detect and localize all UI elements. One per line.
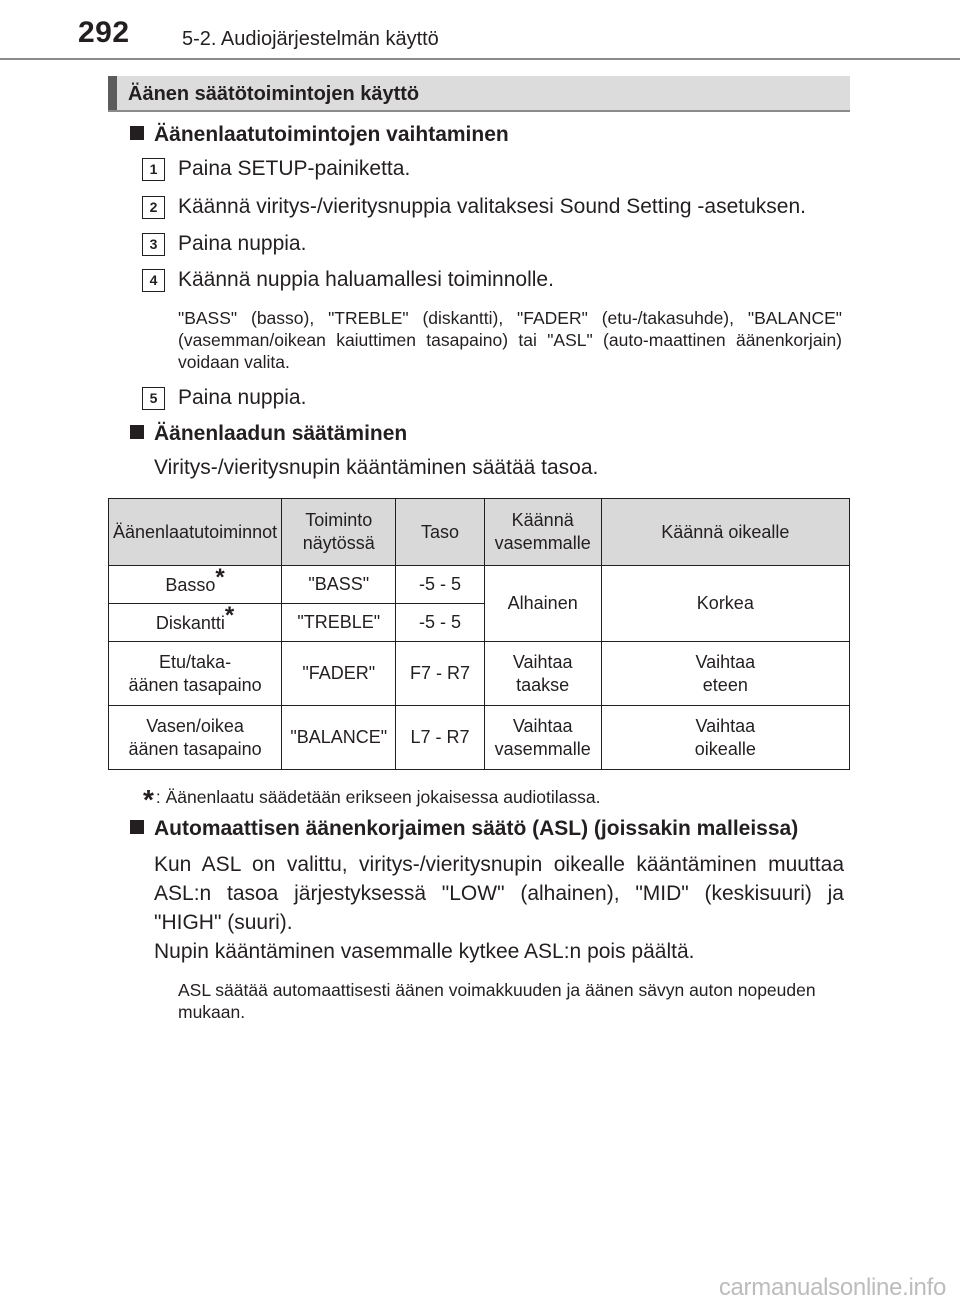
subheading-adjusting [130,422,407,446]
cell-line: Vaihtaa [512,715,573,736]
asterisk-mark: * [215,564,225,591]
cell-line: Vaihtaa [695,651,756,672]
table-cell [109,604,282,642]
column-header: Käännä oikealle [601,499,849,566]
step-text: Paina nuppia. [178,386,307,409]
table-cell [484,706,601,770]
step-number-badge: 3 [142,233,165,256]
subheading-adjusting-text: Äänenlaadun säätäminen [154,422,408,445]
subheading-asl-text: Automaattisen äänenkorjaimen säätö (ASL) (joissakin malleissa) [154,817,799,840]
cell-line: Vaihtaa [695,715,756,736]
sound-settings-table [108,498,850,770]
footnote-text: : Äänenlaatu säädetään erikseen jokaisessa audiotilassa. [155,787,601,807]
table-cell [109,566,282,604]
cell-line: oikealle [694,738,756,759]
asl-paragraph-1: Kun ASL on valittu, viritys-/vieritysnupin oikealle kääntäminen muuttaa ASL:n tasoa järjestyksessä "LOW" (alhainen), "MID" (keskisuuri) ja "HIGH" (suuri). [154,853,844,934]
table-cell: "TREBLE" [282,604,396,642]
asterisk-mark: * [224,602,235,629]
cell-line: Vaihtaa [512,651,573,672]
column-header: Käännä vasemmalle [484,499,601,566]
table-row [109,642,850,706]
subheading-asl [130,817,798,841]
step-text: Käännä nuppia haluamallesi toiminnolle. [178,268,554,291]
step-text: Paina SETUP-painiketta. [178,157,411,180]
step-number-badge: 1 [142,158,165,181]
table-header-row [109,499,850,566]
cell-line: taakse [516,674,570,695]
section-title-bar [108,76,117,110]
table-cell: -5 - 5 [396,566,484,604]
table-cell: F7 - R7 [396,642,484,706]
table-row [109,706,850,770]
step-number-badge: 4 [142,269,165,292]
step-text: Paina nuppia. [178,232,307,255]
table-cell [484,642,601,706]
table-cell: Alhainen [484,566,601,642]
table-cell: "FADER" [282,642,396,706]
table-cell [109,706,282,770]
asterisk-mark: * [143,784,154,815]
table-cell: "BALANCE" [282,706,396,770]
subheading-switching-text: Äänenlaatutoimintojen vaihtaminen [154,123,509,146]
asl-paragraph-2: Nupin kääntäminen vasemmalle kytkee ASL:n pois päältä. [154,940,695,963]
cell-line: Vasen/oikea [146,715,244,736]
table-row [109,566,850,604]
cell-text: Diskantti [155,613,225,633]
table-cell [109,642,282,706]
column-header: Taso [396,499,484,566]
table-cell: -5 - 5 [396,604,484,642]
section-path: 5-2. Audiojärjestelmän käyttö [182,28,439,50]
column-header: Toiminto näytössä [282,499,396,566]
header-rule [0,58,960,60]
table-cell [601,642,849,706]
watermark: carmanualsonline.info [718,1274,946,1301]
table-cell [601,706,849,770]
table-cell: Korkea [601,566,849,642]
step-number-badge: 5 [142,387,165,410]
cell-line: äänen tasapaino [128,674,262,695]
cell-line: Etu/taka- [159,651,232,672]
subheading-switching [130,123,509,147]
asl-note: ASL säätää automaattisesti äänen voimakkuuden ja äänen sävyn auton nopeuden mukaan. [178,980,816,1022]
cell-line: vasemmalle [494,738,591,759]
step-number-badge: 2 [142,196,165,219]
cell-text: Basso [165,575,216,595]
table-footnote [143,778,601,815]
square-bullet-icon [130,126,144,140]
section-title: Äänen säätötoimintojen käyttö [128,83,420,105]
adjusting-text: Viritys-/vieritysnupin kääntäminen säätää tasoa. [154,456,599,479]
cell-line: äänen tasapaino [128,738,262,759]
section-title-box [108,76,850,112]
step-4-note: "BASS" (basso), "TREBLE" (diskantti), "FADER" (etu-/takasuhde), "BALANCE" (vasemman/oikean kaiuttimen tasapaino) tai "ASL" (auto-maattinen äänenkorjain) voidaan valita. [178,308,842,372]
square-bullet-icon [130,425,144,439]
square-bullet-icon [130,820,144,834]
page-number: 292 [78,16,130,49]
cell-line: eteen [702,674,748,695]
table-cell: "BASS" [282,566,396,604]
step-text: Käännä viritys-/vieritysnuppia valitaksesi Sound Setting -asetuksen. [178,195,806,218]
table-cell: L7 - R7 [396,706,484,770]
column-header: Äänenlaatutoiminnot [109,499,282,566]
